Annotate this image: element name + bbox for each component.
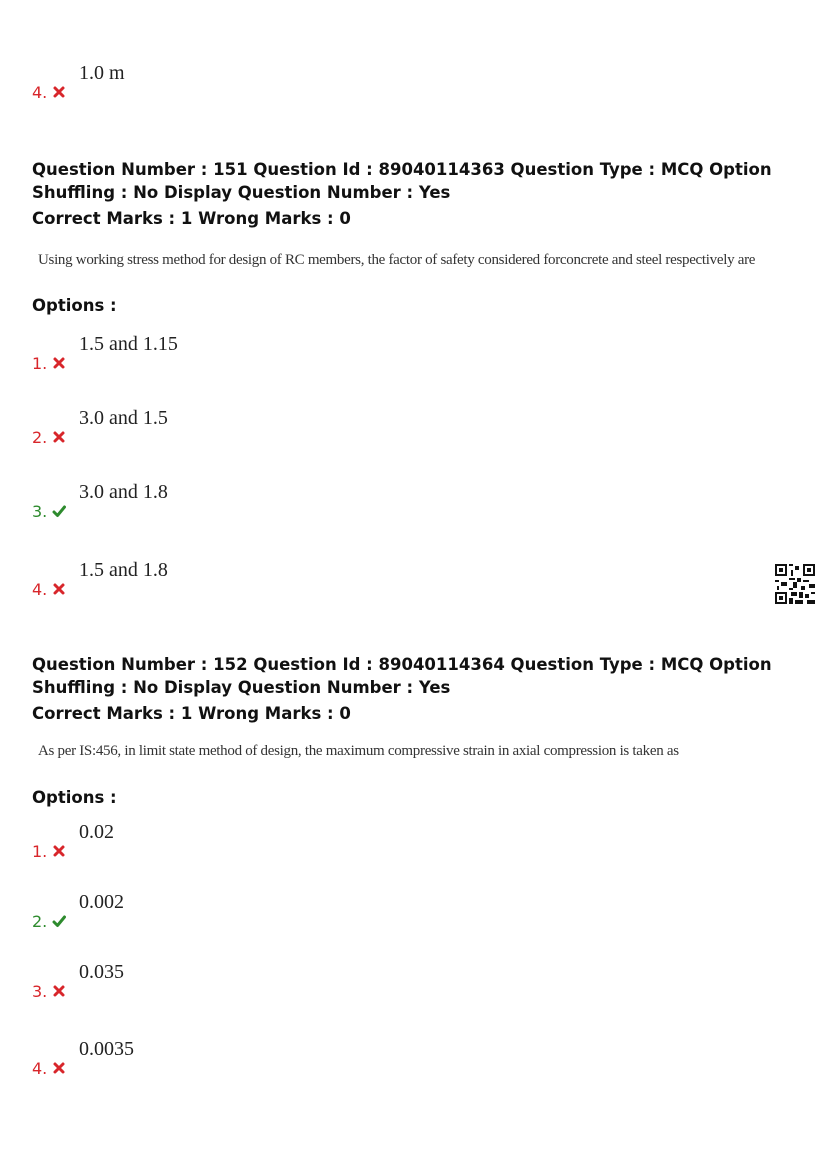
option-item	[32, 891, 272, 931]
option-value: 3.0 and 1.8	[79, 481, 168, 503]
option-number: 3.	[32, 982, 48, 1001]
option-item	[32, 407, 272, 447]
option-value: 1.5 and 1.15	[79, 333, 178, 355]
cross-icon	[52, 85, 66, 99]
option-number: 3.	[32, 502, 48, 521]
qr-code-icon	[775, 564, 815, 604]
question-marks: Correct Marks : 1 Wrong Marks : 0	[32, 704, 351, 723]
option-value: 0.002	[79, 891, 124, 913]
check-icon	[52, 914, 66, 928]
options-label: Options :	[32, 296, 117, 315]
cross-icon	[52, 984, 66, 998]
option-number: 2.	[32, 912, 48, 931]
option-item	[32, 481, 272, 521]
option-value: 0.0035	[79, 1038, 134, 1060]
question-header: Question Number : 152 Question Id : 89040114364 Question Type : MCQ Option Shuffling : No Display Question Number : Yes	[32, 655, 772, 697]
question-text: As per IS:456, in limit state method of design, the maximum compressive strain in axial compression is taken as	[38, 743, 679, 759]
option-value: 3.0 and 1.5	[79, 407, 168, 429]
option-number: 1.	[32, 842, 48, 861]
cross-icon	[52, 582, 66, 596]
option-value: 1.0 m	[79, 62, 125, 84]
question-text: Using working stress method for design of RC members, the factor of safety considered forconcrete and steel respectively are	[38, 252, 756, 268]
option-value: 1.5 and 1.8	[79, 559, 168, 581]
question-header: Question Number : 151 Question Id : 89040114363 Question Type : MCQ Option Shuffling : No Display Question Number : Yes	[32, 160, 772, 202]
cross-icon	[52, 356, 66, 370]
option-number: 2.	[32, 428, 48, 447]
option-number: 1.	[32, 354, 48, 373]
option-item	[32, 559, 272, 599]
option-item	[32, 821, 272, 861]
option-number: 4.	[32, 83, 48, 102]
option-item	[32, 333, 272, 373]
cross-icon	[52, 430, 66, 444]
option-value: 0.02	[79, 821, 114, 843]
option-item	[32, 1038, 272, 1078]
options-label: Options :	[32, 788, 117, 807]
question-marks: Correct Marks : 1 Wrong Marks : 0	[32, 209, 351, 228]
option-item	[32, 62, 272, 102]
option-number: 4.	[32, 580, 48, 599]
option-item	[32, 961, 272, 1001]
cross-icon	[52, 1061, 66, 1075]
cross-icon	[52, 844, 66, 858]
option-number: 4.	[32, 1059, 48, 1078]
check-icon	[52, 504, 66, 518]
option-value: 0.035	[79, 961, 124, 983]
